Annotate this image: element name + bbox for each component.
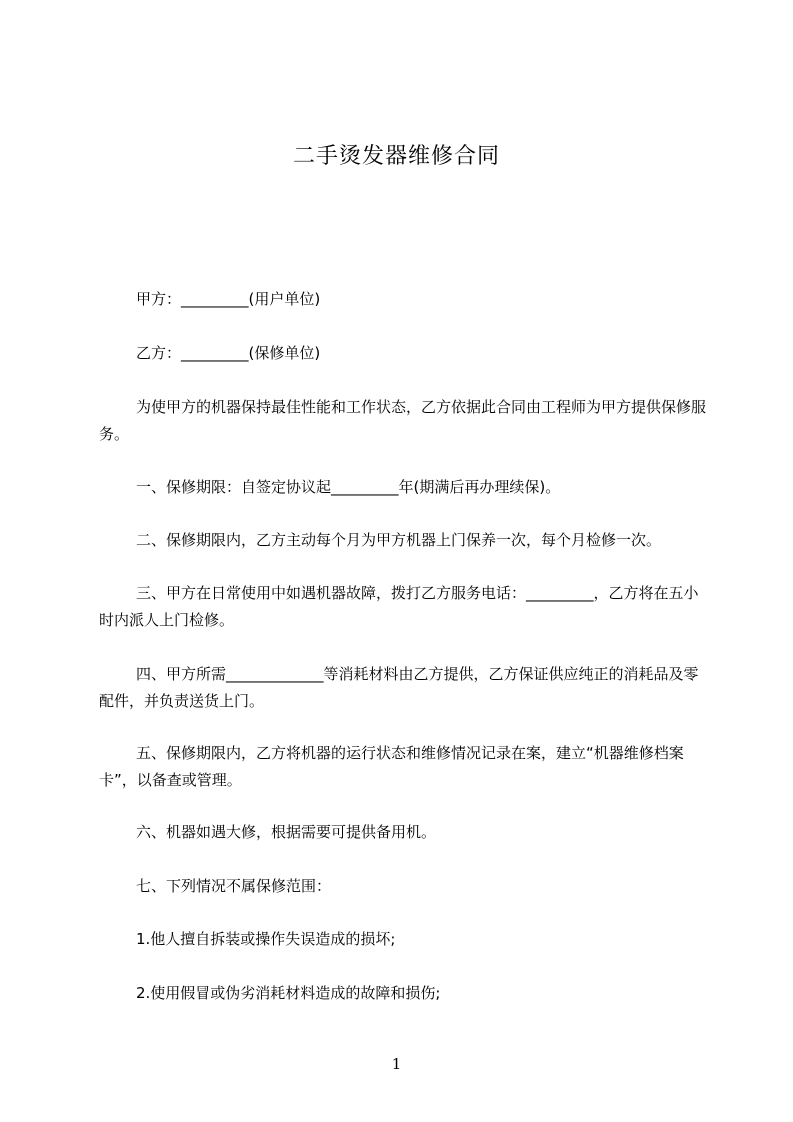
page-number: 1 xyxy=(391,1055,402,1073)
clause-6 xyxy=(99,819,709,846)
clause-2-text: 二、保修期限内，乙方主动每个月为甲方机器上门保养一次，每个月检修一次。 xyxy=(136,531,662,549)
exclusion-item-2 xyxy=(99,980,709,1007)
clause-1-text: 一、保修期限：自签定协议起_________年(期满后再办理续保)。 xyxy=(136,478,561,496)
clause-4-text: 四、甲方所需_____________等消耗材料由乙方提供，乙方保证供应纯正的消耗品及零配件，并负责送货上门。 xyxy=(99,665,699,710)
clause-1 xyxy=(99,474,709,501)
exclusion-item-2-text: 2.使用假冒或伪劣消耗材料造成的故障和损伤; xyxy=(136,984,441,1002)
preamble-paragraph xyxy=(99,394,709,448)
preamble-text: 为使甲方的机器保持最佳性能和工作状态，乙方依据此合同由工程师为甲方提供保修服务。 xyxy=(99,398,707,443)
clause-6-text: 六、机器如遇大修，根据需要可提供备用机。 xyxy=(136,823,437,841)
clause-4 xyxy=(99,661,709,715)
exclusion-item-1-text: 1.他人擅自拆装或操作失误造成的损坏; xyxy=(136,930,396,948)
clause-5-text: 五、保修期限内，乙方将机器的运行状态和维修情况记录在案，建立“机器维修档案卡”，以备查或管理。 xyxy=(99,744,684,789)
party-a-line xyxy=(99,286,709,313)
clause-5 xyxy=(99,740,709,794)
clause-3-text: 三、甲方在日常使用中如遇机器故障，拨打乙方服务电话：_________，乙方将在五小时内派人上门检修。 xyxy=(99,584,699,629)
clause-7 xyxy=(99,873,709,900)
clause-7-text: 七、下列情况不属保修范围： xyxy=(136,877,332,895)
clause-3 xyxy=(99,580,709,634)
party-b-text: 乙方：_________(保修单位) xyxy=(136,344,321,362)
exclusion-item-1 xyxy=(99,926,709,953)
party-a-text: 甲方：_________(用户单位) xyxy=(136,290,321,308)
clause-2 xyxy=(99,527,709,554)
party-b-line xyxy=(99,340,709,367)
document-title: 二手烫发器维修合同 xyxy=(292,144,500,169)
